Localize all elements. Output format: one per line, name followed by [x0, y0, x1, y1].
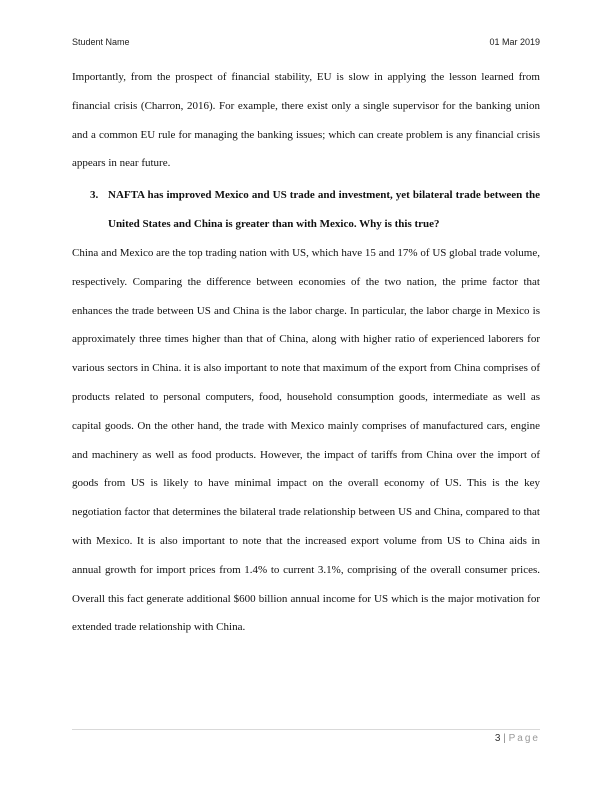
header-date: 01 Mar 2019	[489, 37, 540, 47]
heading-text: NAFTA has improved Mexico and US trade and investment, yet bilateral trade between the United States and China is greater than with Mexico. Why is this true?	[108, 189, 540, 230]
footer-separator: |	[503, 733, 506, 744]
footer-divider	[72, 729, 540, 730]
heading-number: 3.	[90, 189, 99, 201]
paragraph-trade-analysis: China and Mexico are the top trading nation with US, which have 15 and 17% of US global trade volume, respectively. Comparing the difference between economies of the two nation, the prime factor that enhances the trade between US and China is the labor charge. In particular, the labor charge in Mexico is approximately three times higher than that of China, along with higher ratio of experienced laborers for various sectors in China. it is also important to note that maximum of the export from China comprises of products related to personal computers, food, household consumption goods, intermediate as well as capital goods. On the other hand, the trade with Mexico mainly comprises of manufactured cars, engine and machinery as well as food products. However, the impact of tariffs from China over the import of goods from US is likely to have minimal impact on the overall economy of US. This is the key negotiation factor that determines the bilateral trade relationship between US and China, compared to that with Mexico. It is also important to note that the increased export volume from US to China aids in annual growth for import prices from 1.4% to current 3.1%, comprising of the overall consumer prices. Overall this fact generate additional $600 billion annual income for US which is the major motivation for extended trade relationship with China.	[72, 247, 540, 634]
page-number: 3	[494, 733, 501, 744]
header-student-name: Student Name	[72, 37, 130, 47]
paragraph-financial-stability: Importantly, from the prospect of financial stability, EU is slow in applying the lesson learned from financial crisis (Charron, 2016). For example, there exist only a single supervisor for the banking union and a common EU rule for managing the banking issues; which can create problem is any financial crisis appears in near future.	[72, 71, 540, 170]
page-footer	[495, 733, 540, 744]
section-heading	[90, 181, 540, 239]
page-label: Page	[508, 733, 540, 744]
